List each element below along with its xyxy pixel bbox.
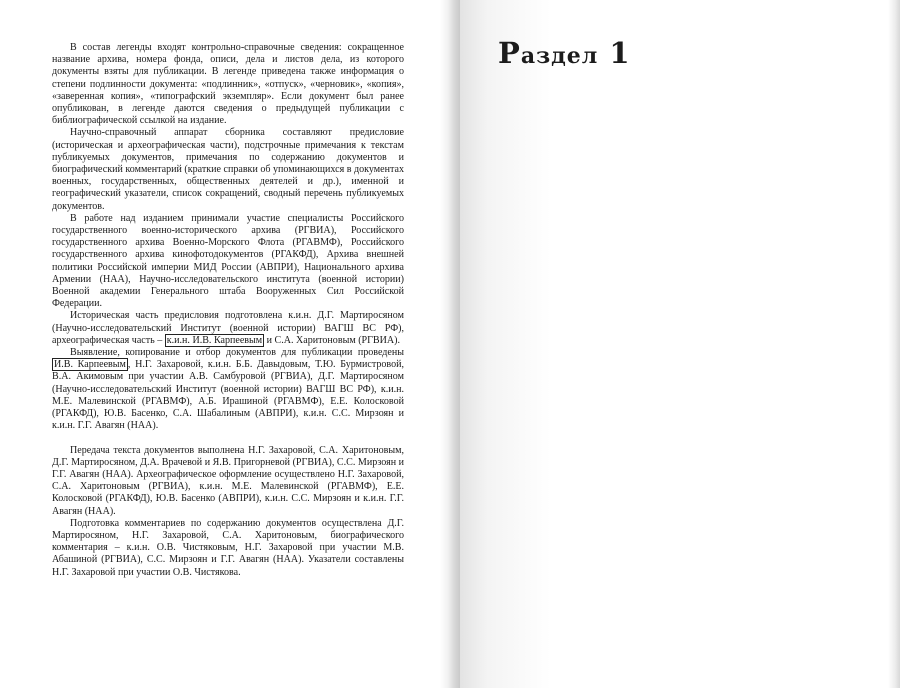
section-title-first-letter: Р [498,36,521,70]
paragraph-preface-authors [52,310,404,347]
section-title [498,36,631,70]
book-gutter [440,0,460,688]
right-page [452,0,900,688]
selection-text-before: Выявление, копирование и отбор документов для публикации проведены [70,347,404,359]
page-edge-shadow [888,0,900,688]
paragraph-transcription: Передача текста документов выполнена Н.Г. Захаровой, С.А. Харитоновым, Д.Г. Мартиросяном, Д.А. Врачевой и Я.В. Пригорневой (РГВИА), С.С. Мирзоян и Г.Г. Авагян (НАА). Археографическое оформление осуществлено Н.Г. Захаровой, С.А. Харитоновым (РГВИА), к.и.н. М.Е. Малевинской (РГАВМФ), Е.Е. Колосковой (РГАКФД), Ю.В. Басенко (АВПРИ), к.и.н. С.С. Мирзоян и к.и.н. Г.Г. Авагян (НАА). [52,444,404,517]
section-title-word: аздел [520,43,599,69]
highlight-box-karpeev: И.В. Карпеевым [54,359,126,371]
paragraph-selection [52,347,404,432]
highlight-box-karpeev-title: к.и.н. И.В. Карпеевым [166,334,263,346]
section-number: 1 [609,36,631,70]
selection-text-after: , Н.Г. Захаровой, к.и.н. Б.Б. Давыдовым, Т.Ю. Бурмистровой, В.А. Акимовым при участии А.В. Самбуровой (РГВИА), Д.Г. Мартиросяном (Научно-исследовательский Институт (военной истории) ВАГШ ВС РФ), к.и.н. М.Е. Малевинской (РГАВМФ), А.Б. Ирашиной (РГАВМФ), Е.Е. Колосковой (РГАКФД), Ю.В. Басенко, С.А. Шабалиным (АВПРИ), к.и.н. С.С. Мирзоян и к.и.н. Г.Г. Авагян (НАА). [52,359,404,432]
preface-text-before: Историческая часть предисловия подготовлена к.и.н. Д.Г. Мартиросяном (Научно-исследовательский Институт (военной истории) ВАГШ ВС РФ), археографическая часть – [52,310,404,346]
paragraph-legend: В состав легенды входят контрольно-справочные сведения: сокращенное название архива, номера фонда, описи, дела и листов дела, из которого документы взяты для публикации. В легенде приведена также информация о степени подлинности документа: «подлинник», «отпуск», «черновик», «копия», «заверенная копия», «типографский экземпляр». Если документ был ранее опубликован, в легенде даются сведения о предыдущей публикации с библиографической ссылкой на издание. [52,42,404,127]
body-text [52,42,404,579]
preface-text-after: и С.А. Харитоновым (РГВИА). [264,334,401,346]
paragraph-participants: В работе над изданием принимали участие специалисты Российского государственного военно-исторического архива (РГВИА), Российского государственного архива Военно-Морского Флота (РГАВМФ), Российского государственного архива кинофотодокументов (РГАКФД), Архива внешней политики Российской империи МИД России (АВПРИ), Национального архива Армении (НАА), Научно-исследовательского института (военной истории) Военной академии Генерального штаба Вооруженных Сил Российской Федерации. [52,212,404,310]
paragraph-apparatus: Научно-справочный аппарат сборника составляют предисловие (историческая и археографическая части), подстрочные примечания к текстам публикуемых документов, примечания по содержанию документов и биографический комментарий (краткие справки об упоминающихся в документах военных, государственных, общественных деятелей и др.), именной и географический указатели, список сокращений, сводный перечень публикуемых документов. [52,127,404,212]
paragraph-commentary: Подготовка комментариев по содержанию документов осуществлена Д.Г. Мартиросяном, Н.Г. Захаровой, С.А. Харитоновым, биографического комментария – к.и.н. О.В. Чистяковым, Н.Г. Захаровой при участии М.В. Абашиной (РГВИА), С.С. Мирзоян и Г.Г. Авагян (НАА). Указатели составлены Н.Г. Захаровой при участии О.В. Чистякова. [52,517,404,578]
